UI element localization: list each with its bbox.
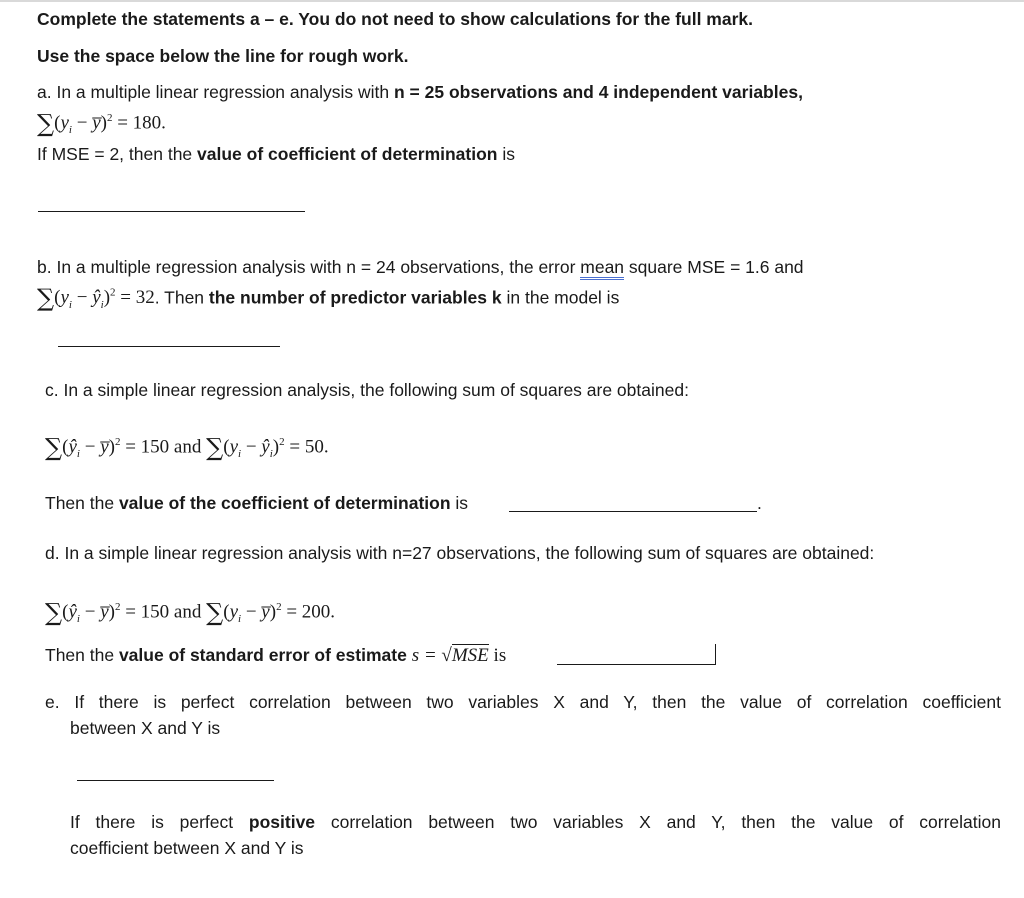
sub-i: i	[238, 448, 242, 461]
equals-value: = 150	[120, 601, 170, 623]
sigma-symbol: ∑	[206, 433, 224, 462]
part-e-line-2: between X and Y is	[70, 718, 221, 738]
answer-line-d-end-mark	[715, 644, 716, 665]
minus: −	[79, 436, 101, 458]
exp-2: 2	[276, 601, 282, 613]
var-ybar: y̅	[100, 436, 109, 458]
part-e-pos-bold: positive	[248, 812, 316, 832]
var-yhat: ŷ	[68, 601, 77, 623]
var-ybar: y̅	[261, 601, 270, 623]
var-ybar: y̅	[100, 601, 109, 623]
part-b-mean-word: mean	[580, 257, 624, 280]
part-c-dot: .	[757, 493, 762, 513]
part-b-statement	[37, 256, 804, 278]
sub-i: i	[76, 613, 80, 626]
part-c-bold: value of the coefficient of determination	[118, 493, 451, 513]
sub-i: i	[100, 299, 104, 312]
part-b-text: b. In a multiple regression analysis with n = 24 observations, the error	[37, 257, 581, 277]
part-a-text: a. In a multiple linear regression analysis with	[37, 82, 394, 102]
part-e-pos-pre: If there is perfect	[70, 812, 249, 832]
part-e-positive-line-2: coefficient between X and Y is	[70, 838, 304, 858]
equals-value: = 50.	[284, 436, 329, 458]
var-y: y	[229, 601, 239, 623]
part-a-formula: $\sum(y_i$ − y̅)$^2$ = 180.	[37, 109, 166, 138]
sub-i: i	[68, 299, 72, 312]
part-c-intro: c. In a simple linear regression analysis, the following sum of squares are obtained:	[45, 380, 689, 400]
exp-2: 2	[114, 436, 121, 448]
part-c-then: Then the	[45, 493, 119, 513]
part-e-statement	[45, 690, 1001, 715]
sub-i: i	[68, 124, 72, 137]
exp-2: 2	[106, 112, 113, 124]
part-b-formula-line: $\sum(y_i$ − $ŷ_i)^2 = 32$. Then the number of predictor variables k in the model is	[37, 284, 620, 313]
and-word: and	[169, 436, 207, 458]
part-a-mse-is: is	[497, 144, 515, 164]
minus: −	[79, 601, 101, 623]
instruction-line-2: Use the space below the line for rough work.	[37, 46, 409, 66]
sigma-symbol: ∑	[37, 284, 55, 313]
minus: −	[241, 436, 262, 458]
answer-line-e[interactable]	[77, 780, 274, 781]
part-d-bold: value of standard error of estimate	[118, 645, 407, 665]
var-ybar: y̅	[92, 112, 101, 134]
part-c-question	[45, 492, 468, 514]
part-e-pos-post: correlation between two variables X and Y, then the value of correlation	[315, 812, 1001, 832]
sigma-symbol: ∑	[37, 109, 55, 138]
minus: −	[241, 601, 262, 623]
exp-2: 2	[114, 601, 121, 613]
part-b-then: . Then	[154, 287, 209, 308]
equals-value: = 150	[120, 436, 170, 458]
minus: −	[71, 112, 93, 134]
answer-line-b[interactable]	[58, 346, 280, 347]
var-yhat: ŷ	[92, 287, 101, 309]
part-e-positive-line-1	[70, 810, 1001, 835]
sub-i: i	[76, 448, 80, 461]
minus: −	[71, 287, 93, 309]
part-d-intro: d. In a simple linear regression analysis with n=27 observations, the following sum of squares are obtained:	[45, 543, 875, 563]
exp-2: 2	[279, 436, 285, 448]
sqrt-symbol: √	[441, 645, 452, 666]
instruction-line-1: Complete the statements a – e. You do not need to show calculations for the full mark.	[37, 9, 754, 29]
period: .	[330, 601, 336, 623]
part-d-then: Then the	[45, 645, 119, 665]
part-a-bold-text: n = 25 observations and 4 independent variables,	[393, 82, 803, 102]
part-a-mse-text: If MSE = 2, then the	[37, 144, 198, 164]
part-b-text-post: square MSE = 1.6 and	[624, 257, 804, 277]
sigma-symbol: ∑	[206, 598, 224, 627]
exp-2: 2	[110, 287, 116, 299]
part-b-bold: the number of predictor variables k	[208, 287, 502, 308]
part-d-formula: $\sum(ŷ_i$ − y̅)$^2$ = 150 and $\sum(y_i$ − y̅)$^2$ = 200.	[45, 598, 336, 627]
part-a-question	[37, 143, 515, 165]
var-s: s =	[411, 645, 442, 666]
var-y: y	[60, 112, 69, 134]
equals-value: = 32	[115, 287, 155, 309]
sub-i: i	[269, 448, 273, 461]
equals-value: = 180	[112, 112, 162, 134]
sigma-symbol: ∑	[45, 433, 63, 462]
period: .	[161, 112, 166, 134]
part-d-question	[45, 644, 506, 667]
sigma-symbol: ∑	[45, 598, 63, 627]
answer-line-a[interactable]	[38, 211, 305, 212]
part-c-formula: $\sum(ŷ_i$ − y̅)$^2$ = 150 and $\sum(y_i$ − $ŷ_i)^2 = 50$.	[45, 433, 329, 462]
and-word: and	[169, 601, 207, 623]
var-mse: MSE	[451, 645, 489, 666]
part-a-mse-bold: value of coefficient of determination	[197, 144, 498, 164]
var-yhat: ŷ	[68, 436, 77, 458]
var-yhat: ŷ	[261, 436, 270, 458]
part-b-post: in the model is	[501, 287, 620, 308]
equals-value: = 200	[281, 601, 331, 623]
var-y: y	[229, 436, 239, 458]
part-a-statement	[37, 81, 803, 103]
answer-line-d[interactable]	[557, 664, 715, 665]
part-c-is: is	[450, 493, 469, 513]
part-e-line-1: e. If there is perfect correlation between two variables X and Y, then the value of correlation coefficient	[45, 692, 1001, 712]
part-e-positive-statement	[70, 810, 1001, 835]
part-d-is: is	[488, 645, 507, 666]
sub-i: i	[238, 613, 242, 626]
answer-line-c[interactable]	[509, 511, 757, 512]
top-border	[0, 0, 1024, 2]
var-y: y	[60, 287, 69, 309]
